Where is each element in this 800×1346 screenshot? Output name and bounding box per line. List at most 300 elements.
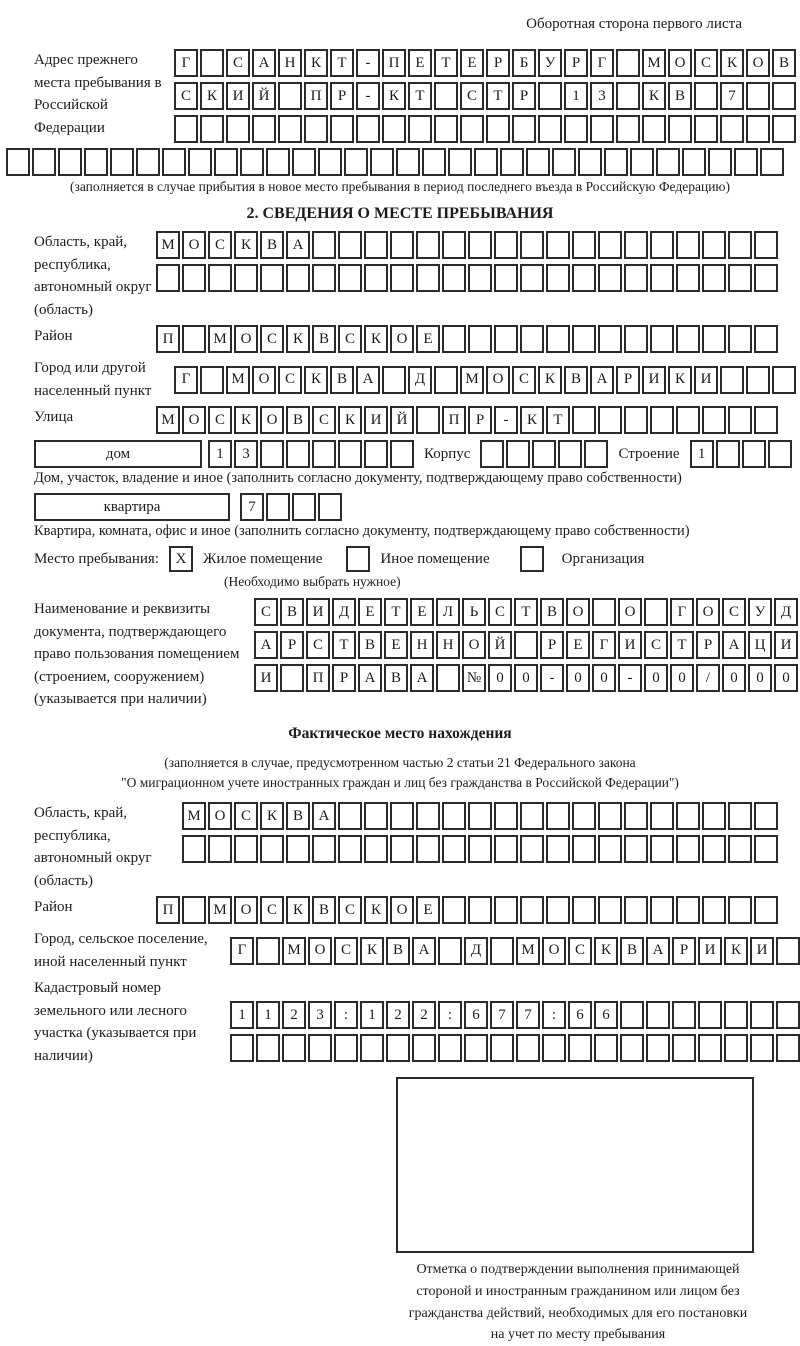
char-cell[interactable]: С bbox=[226, 49, 250, 77]
char-cell[interactable] bbox=[598, 264, 622, 292]
char-cell[interactable]: М bbox=[516, 937, 540, 965]
char-cell[interactable] bbox=[572, 231, 596, 259]
char-cell[interactable]: И bbox=[226, 82, 250, 110]
char-cell[interactable] bbox=[526, 148, 550, 176]
char-cell[interactable]: Д bbox=[332, 598, 356, 626]
char-cell[interactable]: Е bbox=[416, 896, 440, 924]
char-cell[interactable]: Н bbox=[410, 631, 434, 659]
char-cell[interactable]: 1 bbox=[564, 82, 588, 110]
char-cell[interactable]: 0 bbox=[670, 664, 694, 692]
char-cell[interactable]: О bbox=[260, 406, 284, 434]
char-cell[interactable] bbox=[448, 148, 472, 176]
char-cell[interactable] bbox=[698, 1034, 722, 1062]
char-cell[interactable] bbox=[776, 937, 800, 965]
char-cell[interactable] bbox=[408, 115, 432, 143]
char-cell[interactable] bbox=[360, 1034, 384, 1062]
char-cell[interactable] bbox=[58, 148, 82, 176]
char-cell[interactable] bbox=[754, 231, 778, 259]
char-cell[interactable]: С bbox=[644, 631, 668, 659]
char-cell[interactable]: К bbox=[304, 366, 328, 394]
char-cell[interactable] bbox=[338, 231, 362, 259]
char-cell[interactable]: 0 bbox=[774, 664, 798, 692]
char-cell[interactable] bbox=[200, 49, 224, 77]
char-cell[interactable] bbox=[724, 1001, 748, 1029]
char-cell[interactable]: 3 bbox=[308, 1001, 332, 1029]
char-cell[interactable]: Е bbox=[384, 631, 408, 659]
char-cell[interactable] bbox=[646, 1001, 670, 1029]
char-cell[interactable] bbox=[572, 264, 596, 292]
char-cell[interactable] bbox=[234, 835, 258, 863]
char-cell[interactable]: С bbox=[174, 82, 198, 110]
char-cell[interactable]: 6 bbox=[594, 1001, 618, 1029]
char-cell[interactable] bbox=[568, 1034, 592, 1062]
char-cell[interactable] bbox=[468, 802, 492, 830]
char-cell[interactable] bbox=[546, 264, 570, 292]
char-cell[interactable]: П bbox=[382, 49, 406, 77]
char-cell[interactable] bbox=[694, 82, 718, 110]
char-cell[interactable] bbox=[422, 148, 446, 176]
char-cell[interactable]: В bbox=[330, 366, 354, 394]
char-cell[interactable]: И bbox=[750, 937, 774, 965]
char-cell[interactable]: С bbox=[338, 896, 362, 924]
char-cell[interactable]: К bbox=[260, 802, 284, 830]
char-cell[interactable] bbox=[438, 937, 462, 965]
char-cell[interactable] bbox=[304, 115, 328, 143]
char-cell[interactable]: Т bbox=[546, 406, 570, 434]
char-cell[interactable] bbox=[650, 802, 674, 830]
char-cell[interactable]: : bbox=[542, 1001, 566, 1029]
char-cell[interactable] bbox=[468, 264, 492, 292]
char-cell[interactable] bbox=[702, 231, 726, 259]
char-cell[interactable]: О bbox=[252, 366, 276, 394]
char-cell[interactable] bbox=[620, 1034, 644, 1062]
char-cell[interactable] bbox=[546, 802, 570, 830]
char-cell[interactable] bbox=[434, 115, 458, 143]
char-cell[interactable] bbox=[520, 264, 544, 292]
char-cell[interactable]: 0 bbox=[514, 664, 538, 692]
char-cell[interactable]: И bbox=[364, 406, 388, 434]
char-cell[interactable]: 6 bbox=[464, 1001, 488, 1029]
char-cell[interactable] bbox=[356, 115, 380, 143]
char-cell[interactable] bbox=[552, 148, 576, 176]
char-cell[interactable] bbox=[338, 835, 362, 863]
char-cell[interactable] bbox=[318, 493, 342, 521]
char-cell[interactable] bbox=[480, 440, 504, 468]
char-cell[interactable] bbox=[390, 231, 414, 259]
char-cell[interactable]: С bbox=[234, 802, 258, 830]
char-cell[interactable]: Р bbox=[280, 631, 304, 659]
char-cell[interactable] bbox=[6, 148, 30, 176]
char-cell[interactable] bbox=[214, 148, 238, 176]
char-cell[interactable] bbox=[312, 264, 336, 292]
char-cell[interactable]: С bbox=[568, 937, 592, 965]
char-cell[interactable]: 0 bbox=[722, 664, 746, 692]
char-cell[interactable]: 3 bbox=[590, 82, 614, 110]
char-cell[interactable]: П bbox=[306, 664, 330, 692]
char-cell[interactable]: А bbox=[358, 664, 382, 692]
char-cell[interactable]: О bbox=[462, 631, 486, 659]
char-cell[interactable]: К bbox=[234, 231, 258, 259]
char-cell[interactable]: 0 bbox=[644, 664, 668, 692]
char-cell[interactable]: В bbox=[286, 802, 310, 830]
char-cell[interactable] bbox=[308, 1034, 332, 1062]
char-cell[interactable] bbox=[514, 631, 538, 659]
char-cell[interactable]: В bbox=[772, 49, 796, 77]
char-cell[interactable] bbox=[694, 115, 718, 143]
char-cell[interactable]: К bbox=[538, 366, 562, 394]
char-cell[interactable] bbox=[772, 82, 796, 110]
char-cell[interactable]: М bbox=[208, 325, 232, 353]
char-cell[interactable] bbox=[734, 148, 758, 176]
char-cell[interactable] bbox=[344, 148, 368, 176]
char-cell[interactable]: С bbox=[512, 366, 536, 394]
char-cell[interactable]: Т bbox=[486, 82, 510, 110]
char-cell[interactable]: - bbox=[540, 664, 564, 692]
char-cell[interactable]: Р bbox=[332, 664, 356, 692]
char-cell[interactable] bbox=[650, 835, 674, 863]
char-cell[interactable] bbox=[768, 440, 792, 468]
char-cell[interactable]: / bbox=[696, 664, 720, 692]
char-cell[interactable] bbox=[630, 148, 654, 176]
char-cell[interactable]: Р bbox=[696, 631, 720, 659]
char-cell[interactable] bbox=[200, 115, 224, 143]
char-cell[interactable] bbox=[468, 896, 492, 924]
char-cell[interactable] bbox=[676, 802, 700, 830]
char-cell[interactable]: Т bbox=[408, 82, 432, 110]
char-cell[interactable] bbox=[266, 493, 290, 521]
char-cell[interactable]: К bbox=[364, 896, 388, 924]
char-cell[interactable] bbox=[598, 896, 622, 924]
char-cell[interactable]: О bbox=[234, 325, 258, 353]
char-cell[interactable]: 1 bbox=[256, 1001, 280, 1029]
char-cell[interactable] bbox=[728, 325, 752, 353]
char-cell[interactable] bbox=[616, 115, 640, 143]
char-cell[interactable] bbox=[702, 325, 726, 353]
char-cell[interactable] bbox=[390, 264, 414, 292]
char-cell[interactable] bbox=[598, 802, 622, 830]
char-cell[interactable] bbox=[416, 231, 440, 259]
char-cell[interactable] bbox=[338, 802, 362, 830]
char-cell[interactable] bbox=[572, 896, 596, 924]
char-cell[interactable]: С bbox=[260, 325, 284, 353]
char-cell[interactable] bbox=[676, 231, 700, 259]
char-cell[interactable] bbox=[642, 115, 666, 143]
char-cell[interactable] bbox=[386, 1034, 410, 1062]
char-cell[interactable] bbox=[676, 835, 700, 863]
char-cell[interactable]: С bbox=[488, 598, 512, 626]
char-cell[interactable] bbox=[442, 231, 466, 259]
char-cell[interactable]: К bbox=[724, 937, 748, 965]
char-cell[interactable]: В bbox=[312, 325, 336, 353]
char-cell[interactable] bbox=[312, 440, 336, 468]
char-cell[interactable]: П bbox=[156, 325, 180, 353]
char-cell[interactable] bbox=[520, 802, 544, 830]
char-cell[interactable]: Е bbox=[566, 631, 590, 659]
checkbox-residential[interactable]: X bbox=[169, 546, 193, 572]
char-cell[interactable]: О bbox=[182, 231, 206, 259]
char-cell[interactable]: К bbox=[234, 406, 258, 434]
char-cell[interactable]: О bbox=[486, 366, 510, 394]
char-cell[interactable]: А bbox=[312, 802, 336, 830]
char-cell[interactable] bbox=[364, 231, 388, 259]
char-cell[interactable] bbox=[720, 366, 744, 394]
char-cell[interactable]: Г bbox=[590, 49, 614, 77]
char-cell[interactable] bbox=[256, 937, 280, 965]
char-cell[interactable]: С bbox=[306, 631, 330, 659]
char-cell[interactable]: Р bbox=[672, 937, 696, 965]
char-cell[interactable] bbox=[494, 231, 518, 259]
char-cell[interactable]: С bbox=[338, 325, 362, 353]
char-cell[interactable] bbox=[538, 115, 562, 143]
char-cell[interactable] bbox=[650, 896, 674, 924]
char-cell[interactable]: Н bbox=[278, 49, 302, 77]
char-cell[interactable]: Т bbox=[330, 49, 354, 77]
char-cell[interactable] bbox=[468, 835, 492, 863]
char-cell[interactable]: Б bbox=[512, 49, 536, 77]
char-cell[interactable] bbox=[742, 440, 766, 468]
char-cell[interactable] bbox=[672, 1034, 696, 1062]
char-cell[interactable] bbox=[676, 264, 700, 292]
char-cell[interactable] bbox=[278, 82, 302, 110]
char-cell[interactable] bbox=[260, 835, 284, 863]
char-cell[interactable] bbox=[136, 148, 160, 176]
char-cell[interactable]: - bbox=[356, 82, 380, 110]
char-cell[interactable] bbox=[594, 1034, 618, 1062]
char-cell[interactable] bbox=[750, 1034, 774, 1062]
char-cell[interactable] bbox=[200, 366, 224, 394]
char-cell[interactable]: Т bbox=[384, 598, 408, 626]
char-cell[interactable] bbox=[182, 835, 206, 863]
char-cell[interactable] bbox=[520, 231, 544, 259]
char-cell[interactable] bbox=[364, 835, 388, 863]
char-cell[interactable]: С bbox=[722, 598, 746, 626]
char-cell[interactable] bbox=[234, 264, 258, 292]
char-cell[interactable]: А bbox=[412, 937, 436, 965]
char-cell[interactable]: О bbox=[566, 598, 590, 626]
char-cell[interactable]: К bbox=[642, 82, 666, 110]
char-cell[interactable] bbox=[644, 598, 668, 626]
char-cell[interactable]: М bbox=[282, 937, 306, 965]
char-cell[interactable] bbox=[538, 82, 562, 110]
char-cell[interactable] bbox=[776, 1034, 800, 1062]
char-cell[interactable]: Е bbox=[410, 598, 434, 626]
char-cell[interactable]: К bbox=[286, 896, 310, 924]
char-cell[interactable] bbox=[468, 325, 492, 353]
char-cell[interactable]: П bbox=[442, 406, 466, 434]
char-cell[interactable] bbox=[754, 406, 778, 434]
char-cell[interactable] bbox=[490, 937, 514, 965]
char-cell[interactable] bbox=[416, 835, 440, 863]
char-cell[interactable]: С bbox=[460, 82, 484, 110]
char-cell[interactable] bbox=[572, 835, 596, 863]
char-cell[interactable] bbox=[776, 1001, 800, 1029]
char-cell[interactable] bbox=[494, 802, 518, 830]
char-cell[interactable] bbox=[760, 148, 784, 176]
char-cell[interactable]: 1 bbox=[360, 1001, 384, 1029]
char-cell[interactable] bbox=[32, 148, 56, 176]
char-cell[interactable]: 7 bbox=[240, 493, 264, 521]
char-cell[interactable] bbox=[434, 82, 458, 110]
char-cell[interactable] bbox=[728, 264, 752, 292]
char-cell[interactable] bbox=[208, 264, 232, 292]
char-cell[interactable] bbox=[572, 406, 596, 434]
char-cell[interactable]: Р bbox=[468, 406, 492, 434]
char-cell[interactable] bbox=[364, 440, 388, 468]
char-cell[interactable]: Т bbox=[514, 598, 538, 626]
char-cell[interactable] bbox=[724, 1034, 748, 1062]
char-cell[interactable] bbox=[286, 440, 310, 468]
char-cell[interactable]: Т bbox=[332, 631, 356, 659]
char-cell[interactable] bbox=[434, 366, 458, 394]
char-cell[interactable] bbox=[616, 49, 640, 77]
char-cell[interactable] bbox=[338, 440, 362, 468]
char-cell[interactable] bbox=[572, 325, 596, 353]
char-cell[interactable]: К bbox=[364, 325, 388, 353]
char-cell[interactable]: В bbox=[358, 631, 382, 659]
char-cell[interactable] bbox=[624, 406, 648, 434]
char-cell[interactable] bbox=[546, 231, 570, 259]
char-cell[interactable]: М bbox=[156, 231, 180, 259]
char-cell[interactable] bbox=[464, 1034, 488, 1062]
char-cell[interactable] bbox=[494, 896, 518, 924]
char-cell[interactable] bbox=[754, 325, 778, 353]
char-cell[interactable] bbox=[558, 440, 582, 468]
char-cell[interactable]: Г bbox=[174, 366, 198, 394]
char-cell[interactable]: М bbox=[226, 366, 250, 394]
char-cell[interactable]: С bbox=[694, 49, 718, 77]
char-cell[interactable]: У bbox=[538, 49, 562, 77]
char-cell[interactable] bbox=[364, 802, 388, 830]
char-cell[interactable]: А bbox=[590, 366, 614, 394]
char-cell[interactable]: - bbox=[618, 664, 642, 692]
char-cell[interactable] bbox=[292, 148, 316, 176]
char-cell[interactable]: Д bbox=[408, 366, 432, 394]
char-cell[interactable]: В bbox=[280, 598, 304, 626]
char-cell[interactable]: К bbox=[286, 325, 310, 353]
char-cell[interactable]: Г bbox=[230, 937, 254, 965]
char-cell[interactable] bbox=[542, 1034, 566, 1062]
char-cell[interactable] bbox=[318, 148, 342, 176]
char-cell[interactable] bbox=[282, 1034, 306, 1062]
char-cell[interactable]: О bbox=[308, 937, 332, 965]
char-cell[interactable] bbox=[624, 802, 648, 830]
char-cell[interactable]: И bbox=[642, 366, 666, 394]
char-cell[interactable]: О bbox=[390, 896, 414, 924]
char-cell[interactable]: А bbox=[252, 49, 276, 77]
char-cell[interactable]: 7 bbox=[516, 1001, 540, 1029]
char-cell[interactable]: К bbox=[338, 406, 362, 434]
char-cell[interactable]: В bbox=[620, 937, 644, 965]
char-cell[interactable]: 0 bbox=[566, 664, 590, 692]
char-cell[interactable]: П bbox=[156, 896, 180, 924]
char-cell[interactable]: Г bbox=[592, 631, 616, 659]
char-cell[interactable]: - bbox=[494, 406, 518, 434]
char-cell[interactable]: Е bbox=[416, 325, 440, 353]
char-cell[interactable] bbox=[416, 264, 440, 292]
char-cell[interactable] bbox=[286, 264, 310, 292]
char-cell[interactable]: К bbox=[304, 49, 328, 77]
char-cell[interactable]: В bbox=[564, 366, 588, 394]
char-cell[interactable] bbox=[754, 835, 778, 863]
char-cell[interactable]: 1 bbox=[208, 440, 232, 468]
char-cell[interactable] bbox=[494, 325, 518, 353]
char-cell[interactable]: 1 bbox=[230, 1001, 254, 1029]
char-cell[interactable] bbox=[438, 1034, 462, 1062]
char-cell[interactable] bbox=[506, 440, 530, 468]
char-cell[interactable] bbox=[650, 406, 674, 434]
char-cell[interactable]: В bbox=[384, 664, 408, 692]
char-cell[interactable]: М bbox=[208, 896, 232, 924]
char-cell[interactable] bbox=[754, 264, 778, 292]
char-cell[interactable]: К bbox=[382, 82, 406, 110]
char-cell[interactable] bbox=[460, 115, 484, 143]
char-cell[interactable] bbox=[230, 1034, 254, 1062]
char-cell[interactable]: 3 bbox=[234, 440, 258, 468]
char-cell[interactable]: К bbox=[594, 937, 618, 965]
char-cell[interactable]: И bbox=[618, 631, 642, 659]
char-cell[interactable] bbox=[624, 896, 648, 924]
char-cell[interactable]: Р bbox=[486, 49, 510, 77]
char-cell[interactable]: А bbox=[410, 664, 434, 692]
char-cell[interactable] bbox=[702, 406, 726, 434]
char-cell[interactable] bbox=[442, 896, 466, 924]
char-cell[interactable] bbox=[382, 115, 406, 143]
char-cell[interactable]: 6 bbox=[568, 1001, 592, 1029]
char-cell[interactable] bbox=[156, 264, 180, 292]
char-cell[interactable] bbox=[546, 896, 570, 924]
char-cell[interactable] bbox=[182, 896, 206, 924]
char-cell[interactable]: С bbox=[334, 937, 358, 965]
char-cell[interactable]: Т bbox=[670, 631, 694, 659]
char-cell[interactable] bbox=[416, 802, 440, 830]
char-cell[interactable] bbox=[598, 231, 622, 259]
char-cell[interactable] bbox=[656, 148, 680, 176]
char-cell[interactable]: Р bbox=[616, 366, 640, 394]
char-cell[interactable] bbox=[490, 1034, 514, 1062]
char-cell[interactable] bbox=[746, 366, 770, 394]
char-cell[interactable] bbox=[624, 835, 648, 863]
char-cell[interactable]: : bbox=[334, 1001, 358, 1029]
char-cell[interactable]: Й bbox=[252, 82, 276, 110]
char-cell[interactable]: М bbox=[182, 802, 206, 830]
char-cell[interactable] bbox=[728, 406, 752, 434]
char-cell[interactable]: 2 bbox=[282, 1001, 306, 1029]
char-cell[interactable] bbox=[188, 148, 212, 176]
char-cell[interactable]: С bbox=[312, 406, 336, 434]
char-cell[interactable]: Р bbox=[512, 82, 536, 110]
char-cell[interactable] bbox=[520, 896, 544, 924]
char-cell[interactable]: 0 bbox=[748, 664, 772, 692]
char-cell[interactable] bbox=[520, 835, 544, 863]
char-cell[interactable] bbox=[260, 264, 284, 292]
char-cell[interactable] bbox=[604, 148, 628, 176]
char-cell[interactable]: 7 bbox=[720, 82, 744, 110]
char-cell[interactable]: К bbox=[200, 82, 224, 110]
char-cell[interactable]: - bbox=[356, 49, 380, 77]
char-cell[interactable] bbox=[676, 896, 700, 924]
char-cell[interactable]: Н bbox=[436, 631, 460, 659]
char-cell[interactable]: С bbox=[260, 896, 284, 924]
char-cell[interactable] bbox=[182, 264, 206, 292]
char-cell[interactable] bbox=[650, 231, 674, 259]
char-cell[interactable] bbox=[500, 148, 524, 176]
char-cell[interactable]: И bbox=[254, 664, 278, 692]
char-cell[interactable] bbox=[572, 802, 596, 830]
char-cell[interactable] bbox=[682, 148, 706, 176]
char-cell[interactable] bbox=[338, 264, 362, 292]
char-cell[interactable]: О bbox=[746, 49, 770, 77]
char-cell[interactable] bbox=[468, 231, 492, 259]
